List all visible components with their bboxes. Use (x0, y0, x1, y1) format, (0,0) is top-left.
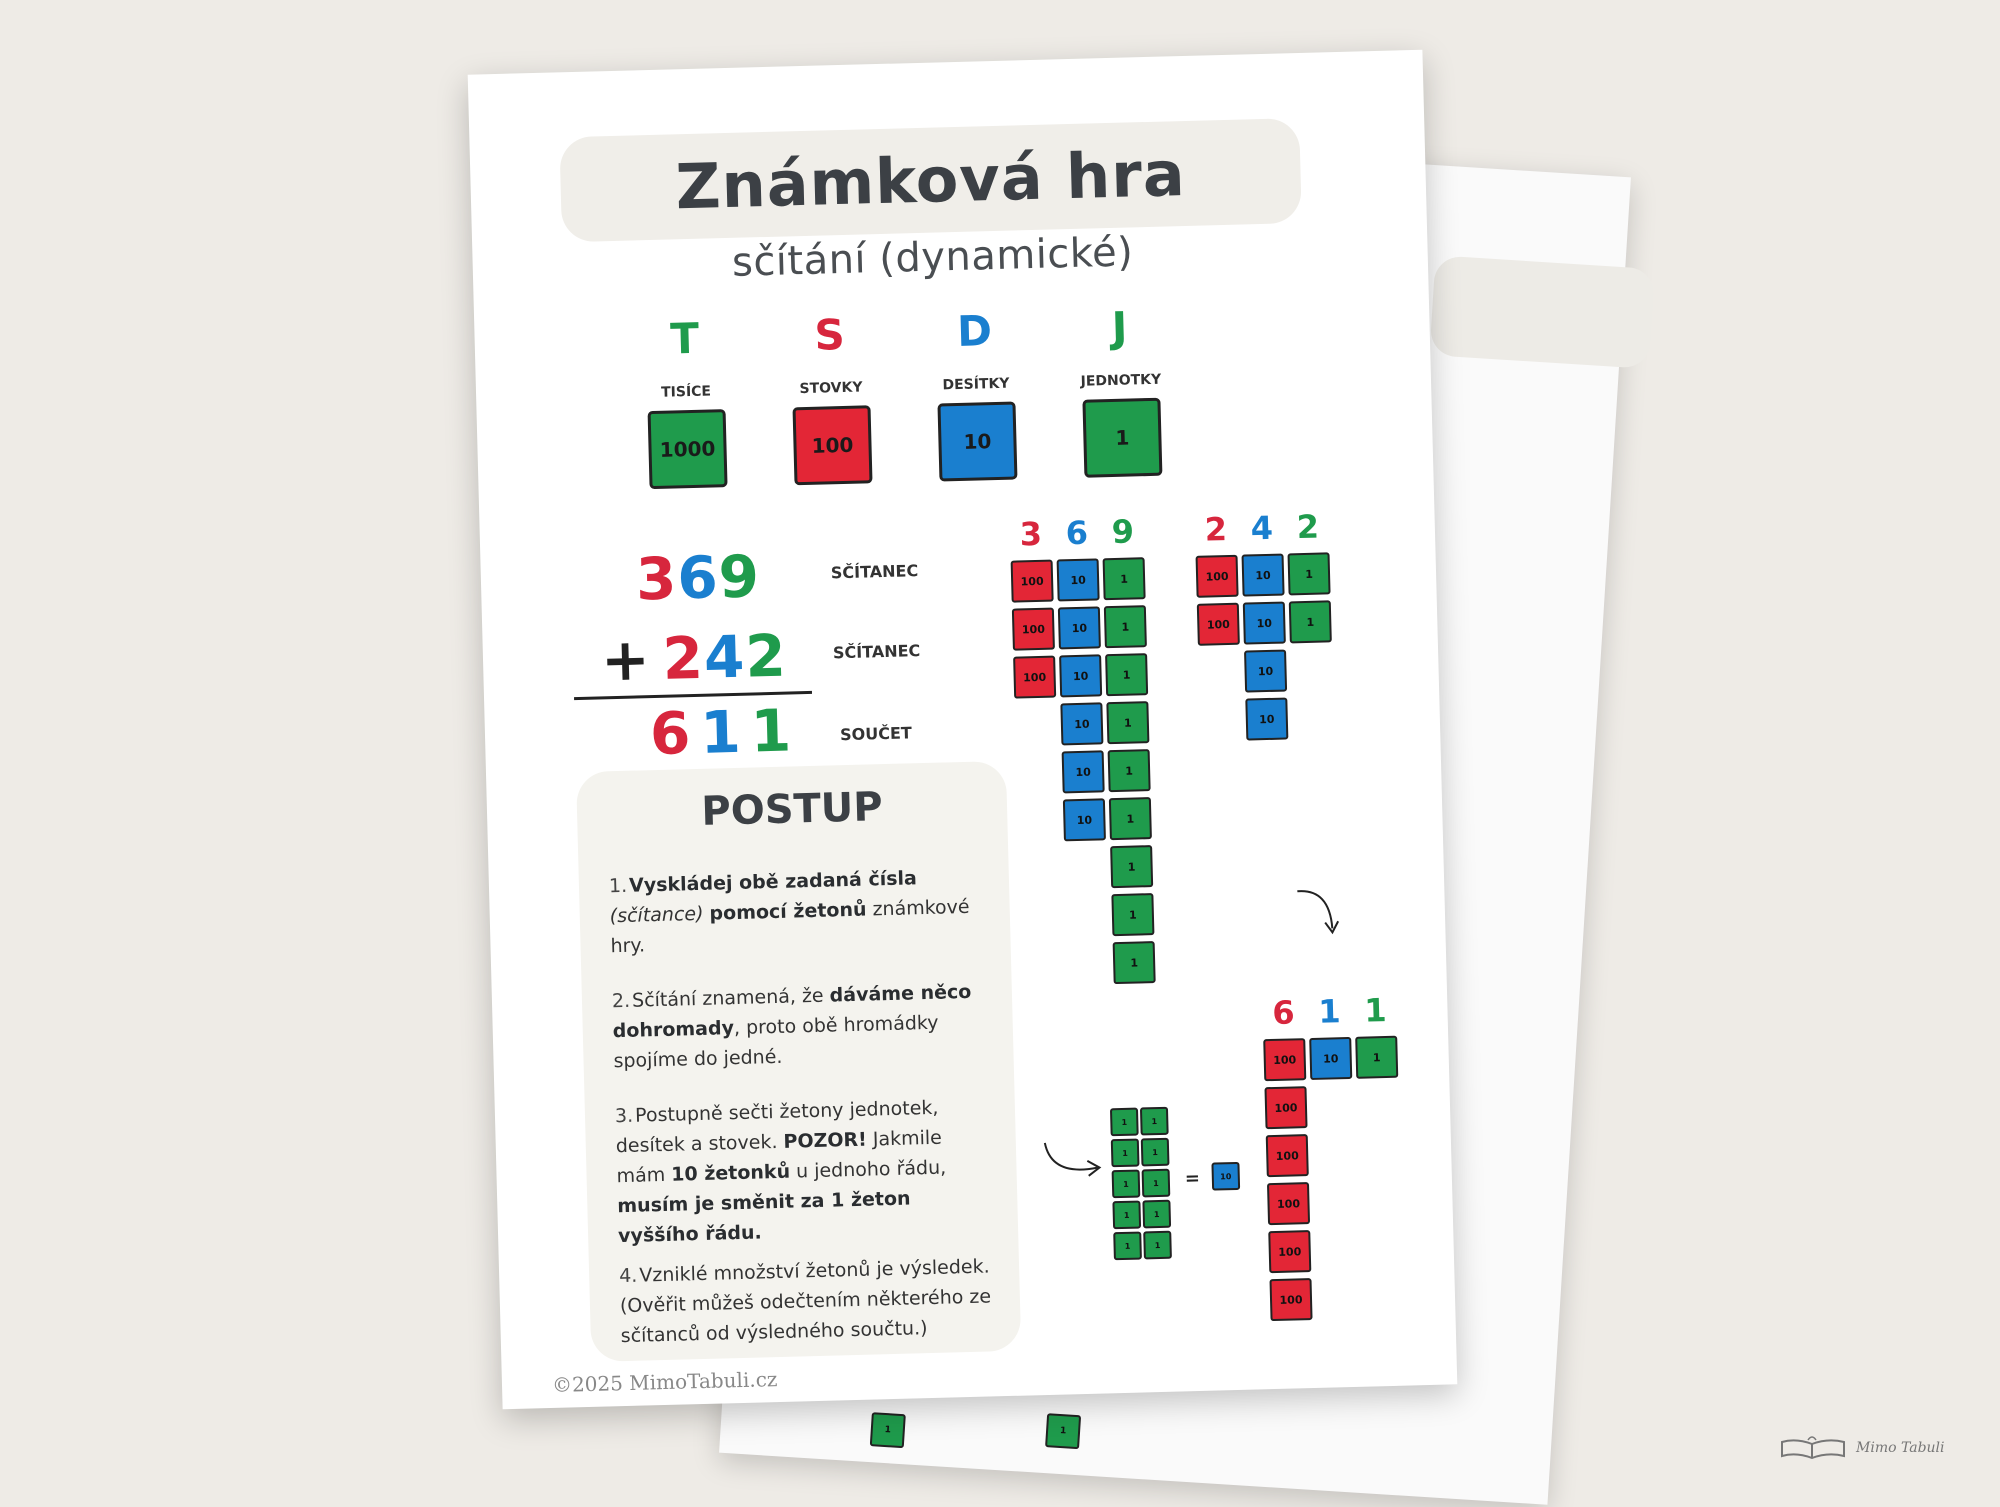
place-label: JEDNOTKY (1080, 371, 1162, 390)
one-tile: 1 (1111, 893, 1154, 936)
equals-sign: = (1184, 1167, 1201, 1190)
place-label: STOVKY (799, 379, 863, 398)
postup-box (576, 761, 1021, 1362)
back-title-pill (1429, 255, 1655, 369)
back-ones-tile: 1 (870, 1412, 906, 1448)
column-head-hundreds: 3 (1019, 514, 1043, 554)
hundred-tile: 100 (1196, 555, 1239, 598)
one-tile: 1 (1142, 1169, 1171, 1198)
column-head-tens: 4 (1250, 508, 1274, 548)
hundred-tile: 100 (1268, 1230, 1311, 1273)
page-subtitle: sčítání (dynamické) (731, 229, 1134, 286)
one-tile: 1 (1110, 845, 1153, 888)
one-tile: 1 (1109, 797, 1152, 840)
hundred-tile: 100 (1269, 1278, 1312, 1321)
column-head-ones: 9 (1111, 512, 1135, 552)
digit-ones: 2 (744, 621, 788, 691)
hundred-tile: 100 (1197, 603, 1240, 646)
one-tile: 1 (1140, 1107, 1169, 1136)
step-2: 2.Sčítání znamená, že dáváme něco dohromady, proto obě hromádky spojíme do jedné. (611, 980, 972, 1073)
column-head-hundreds: 2 (1204, 510, 1228, 549)
step-3: 3.Postupně sečti žetony jednotek, desítek a stovek. POZOR! Jakmile mám 10 žetonků u jednoho řádu, musím je směnit za 1 žeton vyššího řádu. (614, 1096, 947, 1248)
one-tile: 1 (1142, 1200, 1171, 1229)
one-tile: 1 (1112, 1170, 1141, 1199)
label-result: SOUČET (839, 723, 913, 745)
ten-tile: 10 (1060, 702, 1103, 745)
hundred-tile: 100 (1266, 1134, 1309, 1177)
digit-tens: 1 (699, 697, 752, 767)
one-tile: 1 (1112, 1201, 1141, 1230)
ten-tile: 10 (1057, 558, 1100, 601)
curved-arrow-icon (1041, 1133, 1107, 1185)
label-addend-2: SČÍTANEC (832, 641, 921, 663)
plus-sign: + (600, 625, 652, 695)
one-tile: 1 (1288, 552, 1331, 595)
one-tile: 1 (1141, 1138, 1170, 1167)
step-number: 1. (608, 874, 628, 898)
logo-text: Mimo Tabuli (1856, 1440, 1945, 1456)
column-head-ones: 2 (1296, 507, 1320, 547)
page-title: Známková hra (674, 136, 1187, 224)
postup-title: POSTUP (700, 784, 884, 835)
one-tile: 1 (1111, 1139, 1140, 1168)
place-ones (1064, 301, 1179, 478)
one-tile: 1 (1143, 1231, 1172, 1260)
ten-tile: 10 (1244, 650, 1287, 693)
chip-hundred: 100 (793, 405, 873, 485)
addend-1 (635, 542, 761, 613)
step-number: 2. (611, 989, 631, 1013)
place-letter: D (956, 306, 993, 356)
ten-tile: 10 (1058, 606, 1101, 649)
digit-ones: 1 (749, 696, 802, 766)
one-tile: 1 (1113, 1231, 1142, 1260)
digit-ones: 9 (717, 542, 761, 612)
hundred-tile: 100 (1013, 656, 1056, 699)
column-head-tens: 6 (1065, 513, 1089, 553)
column-head-tens: 1 (1317, 992, 1342, 1031)
ten-tile: 10 (1243, 602, 1286, 645)
step-number: 4. (618, 1264, 638, 1288)
ten-tile: 10 (1245, 697, 1288, 740)
addend-2 (600, 622, 787, 695)
ten-tile: 10 (1309, 1037, 1352, 1080)
digit-tens: 6 (676, 543, 720, 613)
digit-hundreds: 6 (649, 698, 702, 769)
chip-ten: 10 (937, 402, 1017, 482)
step-4: 4.Vzniklé množství žetonů je výsledek. (Ověřit můžeš odečtením některého ze sčítanců od výsledného součtu.) (618, 1255, 992, 1348)
hundred-tile: 100 (1263, 1038, 1306, 1081)
hundred-tile: 100 (1267, 1182, 1310, 1225)
one-tile: 1 (1289, 600, 1332, 643)
ten-tile: 10 (1211, 1162, 1240, 1191)
place-letter: S (813, 309, 846, 360)
place-thousands (629, 313, 744, 490)
place-label: DESÍTKY (942, 375, 1010, 394)
one-tile: 1 (1355, 1036, 1398, 1079)
result (649, 696, 802, 768)
brand-logo (1778, 1434, 1945, 1462)
ten-tile: 10 (1242, 554, 1285, 597)
place-letter: J (1111, 302, 1128, 352)
column-head-ones: 1 (1363, 991, 1388, 1030)
one-tile: 1 (1106, 701, 1149, 744)
digit-tens: 4 (703, 622, 747, 692)
hundred-tile: 100 (1264, 1086, 1307, 1129)
worksheet (468, 50, 1458, 1410)
book-icon (1778, 1434, 1848, 1462)
ten-tile: 10 (1059, 654, 1102, 697)
place-tens (919, 305, 1034, 482)
hundred-tile: 100 (1011, 560, 1054, 603)
chip-thousand: 1000 (648, 409, 728, 489)
copyright: ©2025 MimoTabuli.cz (551, 1367, 778, 1397)
one-tile: 1 (1105, 653, 1148, 696)
ten-tile: 10 (1063, 798, 1106, 841)
step-number: 3. (614, 1104, 634, 1128)
hundred-tile: 100 (1012, 608, 1055, 651)
place-hundreds (774, 309, 889, 486)
label-addend-1: SČÍTANEC (830, 561, 919, 583)
back-ones-tile: 1 (1045, 1413, 1081, 1449)
digit-hundreds: 3 (635, 544, 679, 614)
ten-tile: 10 (1062, 750, 1105, 793)
title-pill (559, 118, 1301, 242)
digit-hundreds: 2 (661, 623, 705, 693)
place-label: TISÍCE (660, 383, 712, 401)
one-tile: 1 (1110, 1108, 1139, 1137)
one-tile: 1 (1113, 941, 1156, 984)
curved-arrow-icon (1289, 882, 1351, 944)
column-head-hundreds: 6 (1271, 993, 1296, 1032)
place-letter: T (669, 313, 700, 364)
one-tile: 1 (1103, 557, 1146, 600)
chip-one: 1 (1082, 398, 1162, 478)
one-tile: 1 (1108, 749, 1151, 792)
one-tile: 1 (1104, 605, 1147, 648)
step-1: 1.Vyskládej obě zadaná čísla (sčítance) pomocí žetonů známkové hry. (608, 867, 970, 958)
